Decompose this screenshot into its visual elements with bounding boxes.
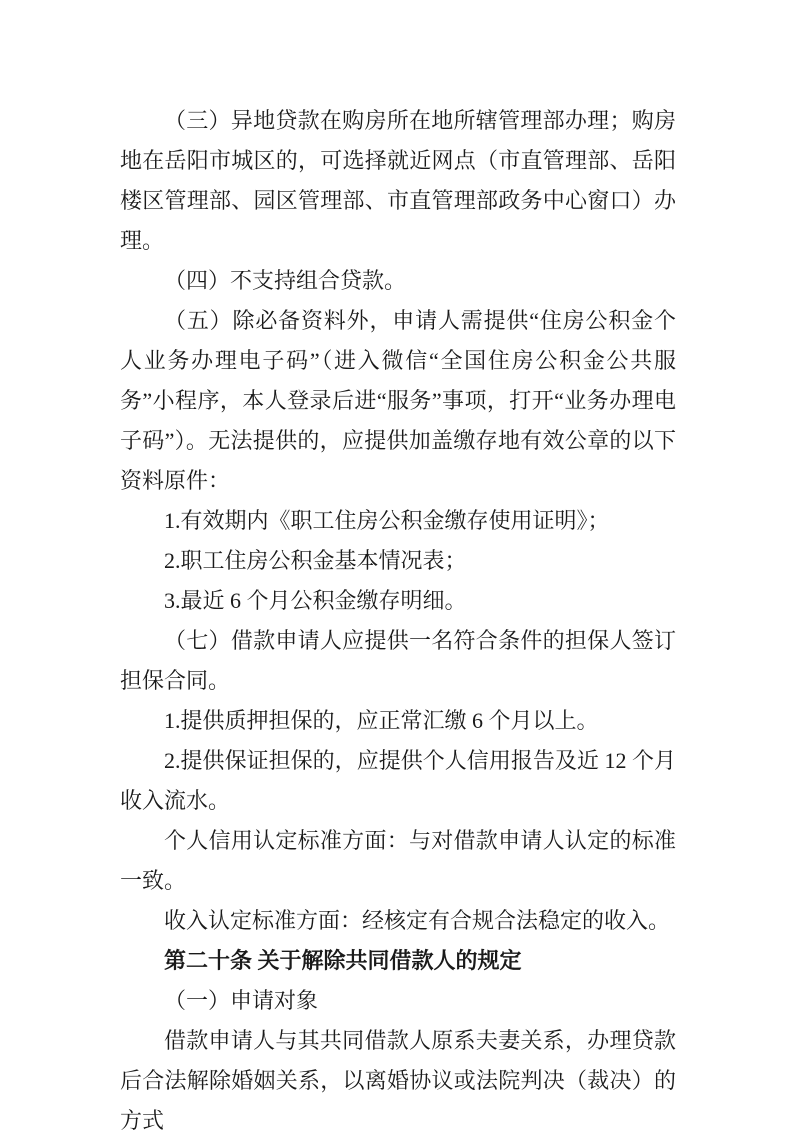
paragraph: 1.有效期内《职工住房公积金缴存使用证明》； <box>164 508 610 533</box>
document-body <box>120 101 676 1141</box>
paragraph: 收入认定标准方面：经核定有合规合法稳定的收入。 <box>164 908 671 933</box>
paragraph: 借款申请人与其共同借款人原系夫妻关系，办理贷款后合法解除婚姻关系，以离婚协议或法院判决（裁决）的方式 <box>120 1028 676 1133</box>
paragraph: 个人信用认定标准方面：与对借款申请人认定的标准一致。 <box>120 828 676 893</box>
paragraph: 2.提供保证担保的，应提供个人信用报告及近 12 个月收入流水。 <box>120 748 676 813</box>
paragraph: （五）除必备资料外，申请人需提供“住房公积金个人业务办理电子码”（进入微信“全国住房公积金公共服务”小程序，本人登录后进“服务”事项，打开“业务办理电子码”）。无法提供的，应提供加盖缴存地有效公章的以下资料原件： <box>120 308 676 493</box>
paragraph: （一）申请对象 <box>164 988 319 1013</box>
paragraph: （四）不支持组合贷款。 <box>164 268 407 293</box>
paragraph: 2.职工住房公积金基本情况表； <box>164 548 467 573</box>
paragraph: （三）异地贷款在购房所在地所辖管理部办理；购房地在岳阳市城区的，可选择就近网点（市直管理部、岳阳楼区管理部、园区管理部、市直管理部政务中心窗口）办理。 <box>120 108 676 253</box>
paragraph: 3.最近 6 个月公积金缴存明细。 <box>164 588 467 613</box>
paragraph: （七）借款申请人应提供一名符合条件的担保人签订担保合同。 <box>120 628 676 693</box>
paragraph: 1.提供质押担保的，应正常汇缴 6 个月以上。 <box>164 708 599 733</box>
article-heading: 第二十条 关于解除共同借款人的规定 <box>164 948 522 973</box>
